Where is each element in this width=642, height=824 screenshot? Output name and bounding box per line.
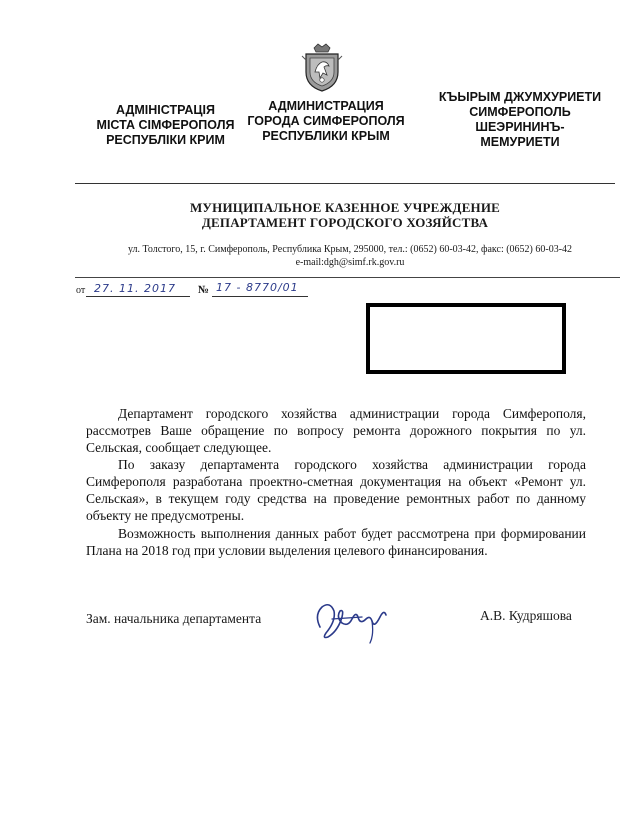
coat-of-arms-icon (300, 42, 344, 92)
address-line: ул. Толстого, 15, г. Симферополь, Республика Крым, 295000, тел.: (0652) 60-03-42, факс: (0652) 60-03-42 (127, 244, 573, 255)
signatory-name: А.В. Кудряшова (480, 608, 572, 623)
redacted-addressee-box (366, 303, 566, 374)
body-paragraph-2: По заказу департамента городского хозяйства администрации города Симферополя разработана проектно-сметная документация на объект «Ремонт ул. Сельская», в текущем году средства на проведение ремонтных работ по данному объекту не предусмотрены. (86, 457, 586, 523)
organization-line-2: ДЕПАРТАМЕНТ ГОРОДСКОГО ХОЗЯЙСТВА (201, 215, 489, 230)
header-divider (75, 183, 615, 184)
email-line: e-mail:dgh@simf.rk.gov.ru (295, 257, 405, 268)
header-ukrainian: АДМІНІСТРАЦІЯ МІСТА СІМФЕРОПОЛЯ РЕСПУБЛІКИ КРИМ (96, 103, 235, 147)
ref-date-underline (86, 296, 190, 297)
header-crimean-tatar: КЪЫРЫМ ДЖУМХУРИЕТИ СИМФЕРОПОЛЬ ШЕЭРИНИНЪ- МЕМУРИЕТИ (438, 90, 602, 149)
body-paragraph-1: Департамент городского хозяйства администрации города Симферополя, рассмотрев Ваше обращение по вопросу ремонта дорожного покрытия по ул. Сельская, сообщает следующее. (86, 406, 586, 455)
ref-number-label: № (198, 284, 210, 296)
ref-number-underline (212, 296, 308, 297)
body-paragraph-3: Возможность выполнения данных работ будет рассмотрена при формировании Плана на 2018 год при условии выделения целевого финансирования. (86, 526, 586, 558)
signatory-title: Зам. начальника департамента (86, 611, 262, 626)
handwritten-signature-icon (312, 597, 394, 645)
ref-from-label: от (76, 285, 86, 296)
header-russian: АДМИНИСТРАЦИЯ ГОРОДА СИМФЕРОПОЛЯ РЕСПУБЛИКИ КРЫМ (247, 99, 405, 143)
ref-date: 27. 11. 2017 (94, 282, 176, 295)
ref-number: 17 - 8770/01 (216, 281, 299, 294)
address-divider (75, 277, 620, 278)
organization-line-1: МУНИЦИПАЛЬНОЕ КАЗЕННОЕ УЧРЕЖДЕНИЕ (189, 200, 501, 215)
